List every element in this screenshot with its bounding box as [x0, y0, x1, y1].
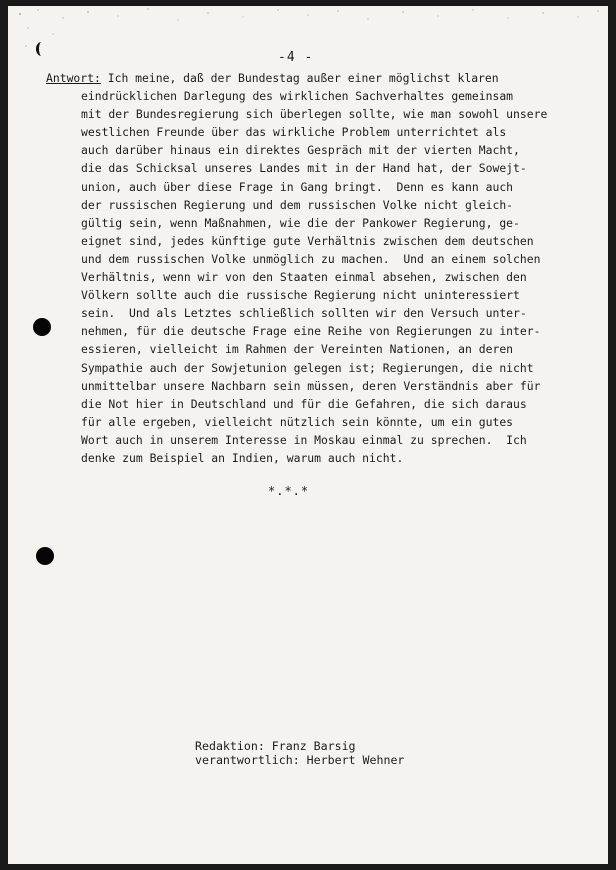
text-line-first	[46, 69, 566, 87]
responsible-credit: verantwortlich: Herbert Wehner	[195, 752, 405, 767]
punch-hole	[36, 547, 54, 565]
text-line: Sympathie auch der Sowjetunion gelegen ist; Regierungen, die nicht	[81, 360, 534, 375]
page-number: -4 -	[278, 50, 314, 65]
text-line: nehmen, für die deutsche Frage eine Reihe von Regierungen zu inter-	[81, 324, 541, 339]
text-line: auch darüber hinaus ein direktes Gespräch mit der vierten Macht,	[81, 143, 520, 158]
text-line: die Not hier in Deutschland und für die Gefahren, die sich daraus	[81, 396, 527, 411]
text-line: union, auch über diese Frage in Gang bringt. Denn es kann auch	[81, 179, 514, 194]
text-line: unmittelbar unsere Nachbarn sein müssen, deren Verständnis aber für	[81, 378, 541, 393]
text-line: Verhältnis, wenn wir von den Staaten einmal absehen, zwischen den	[81, 270, 527, 285]
text-line: eindrücklichen Darlegung des wirklichen Sachverhaltes gemeinsam	[81, 89, 514, 104]
text-line: mit der Bundesregierung sich überlegen sollte, wie man sowohl unsere	[81, 107, 548, 122]
text-line: sein. Und als Letztes schließlich sollten wir den Versuch unter-	[81, 306, 527, 321]
body-text	[46, 69, 566, 467]
section-separator: *.*.*	[268, 484, 310, 498]
first-line-text: Ich meine, daß der Bundestag außer einer möglichst klaren	[100, 71, 499, 85]
editor-credit: Redaktion: Franz Barsig	[195, 739, 356, 753]
text-line: westlichen Freunde über das wirkliche Problem unterrichtet als	[81, 125, 507, 140]
text-line: der russischen Regierung und dem russischen Volke nicht gleich-	[81, 197, 514, 212]
text-line: die das Schicksal unseres Landes mit in der Hand hat, der Sowejt-	[81, 161, 527, 176]
document-page	[8, 6, 608, 864]
text-line: für alle ergeben, vielleicht nützlich sein könnte, um ein gutes	[81, 414, 514, 429]
text-line: eignet sind, jedes künftige gute Verhältnis zwischen dem deutschen	[81, 233, 534, 248]
punch-hole	[33, 318, 51, 336]
text-line: gültig sein, wenn Maßnahmen, wie die der Pankower Regierung, ge-	[81, 215, 520, 230]
answer-label: Antwort:	[46, 71, 101, 85]
text-line: Völkern sollte auch die russische Regierung nicht uninteressiert	[81, 288, 520, 303]
text-line: und dem russischen Volke unmöglich zu machen. Und an einem solchen	[81, 251, 541, 266]
text-line: Wort auch in unserem Interesse in Moskau einmal zu sprechen. Ich	[81, 432, 527, 447]
text-line: denke zum Beispiel an Indien, warum auch nicht.	[81, 450, 404, 465]
text-line: essieren, vielleicht im Rahmen der Vereinten Nationen, an deren	[81, 342, 514, 357]
editorial-credits	[195, 740, 404, 767]
scan-corner-mark	[36, 42, 47, 56]
